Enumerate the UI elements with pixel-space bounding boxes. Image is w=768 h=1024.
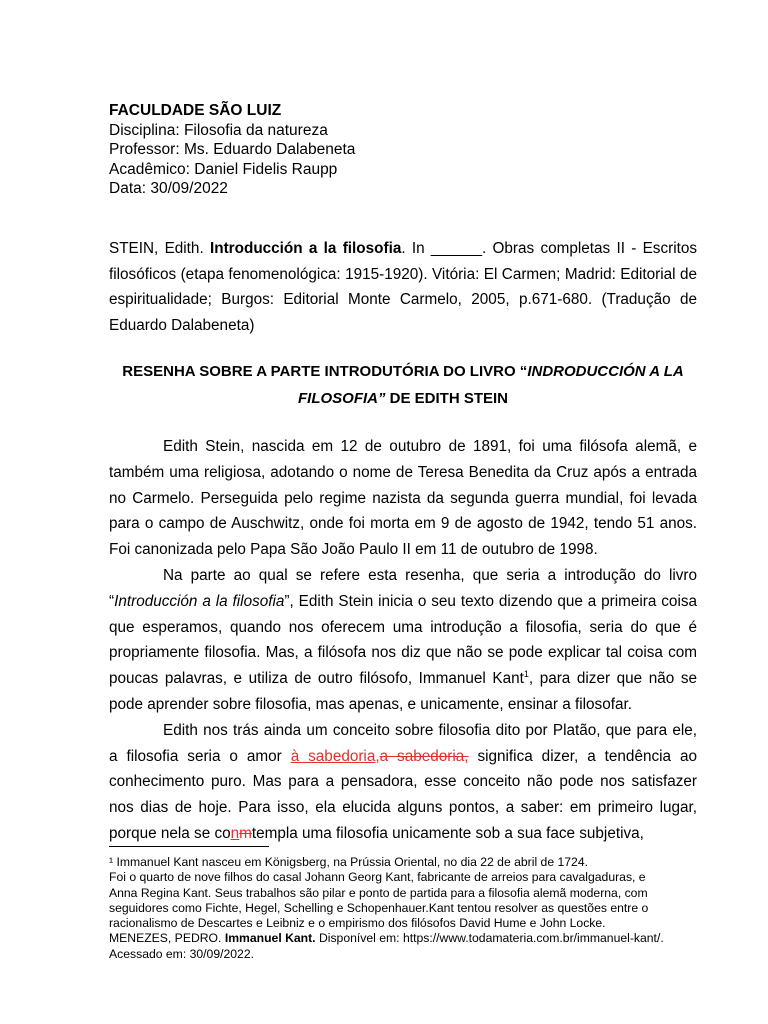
footnote-citation	[109, 931, 669, 962]
footnote	[109, 855, 669, 962]
review-title	[109, 358, 697, 412]
p3-text-b: significa dizer, a tendência ao conhecimento puro. Mas para a pensadora, esse conceito não pode nos satisfazer nos dias de hoje. Para isso, ela elucida alguns pontos, a saber: em primeiro lugar, porque nela se co	[109, 747, 697, 842]
bibliographic-reference	[109, 236, 697, 338]
tracked-insertion-2[interactable]: n	[230, 824, 240, 842]
footnote-line-2: Foi o quarto de nove filhos do casal Johann Georg Kant, fabricante de arreios para cavalgaduras, e Anna Regina Kant. Seus trabalhos são pilar e ponto de partida para a filosofia alemã moderna, com seguidores como Fichte, Hegel, Schelling e Schopenhauer.Kant tentou resolver as questões entre o racionalismo de Descartes e Leibniz e o empirismo dos filósofos David Hume e John Locke.	[109, 870, 649, 931]
discipline-line: Disciplina: Filosofia da natureza	[109, 121, 328, 139]
citation-details: Disponível em: https://www.todamateria.com.br/immanuel-kant/. Acessado em: 30/09/2022.	[109, 931, 664, 961]
institution-name: FACULDADE SÃO LUIZ	[109, 102, 282, 119]
tracked-deletion[interactable]: a sabedoria,	[379, 747, 469, 765]
date-line: Data: 30/09/2022	[109, 180, 228, 197]
p2-text-b: ”, Edith Stein inicia o seu texto dizendo que a primeira coisa que esperamos, quando nos oferecem uma introdução a filosofia, seria do que é propriamente filosofia. Mas, a filósofa nos diz que não se pode explicar tal coisa com poucas palavras, e utiliza de outro filósofo, Immanuel Kant	[109, 592, 697, 688]
p2-text-c: , para dizer que não se pode aprender sobre filosofia, mas apenas, e unicamente, ensinar a filosofar.	[109, 670, 697, 713]
footnote-line-1: ¹ Immanuel Kant nasceu em Königsberg, na Prússia Oriental, no dia 22 de abril de 1724.	[109, 855, 588, 869]
paragraph-3	[109, 718, 697, 847]
reference-author: STEIN, Edith.	[109, 240, 210, 257]
title-italic: INDRODUCCIÓN A LA FILOSOFIA”	[297, 363, 684, 407]
title-part-2: DE EDITH STEIN	[385, 390, 508, 407]
student-line: Acadêmico: Daniel Fidelis Raupp	[109, 160, 338, 178]
citation-title: Immanuel Kant.	[224, 931, 316, 946]
footnote-separator	[109, 846, 269, 847]
tracked-deletion-2[interactable]: m	[239, 824, 252, 842]
citation-author: MENEZES, PEDRO.	[109, 931, 225, 946]
footnote-marker[interactable]: 1	[523, 669, 529, 680]
review-body	[109, 434, 697, 847]
p3-text-a: Edith nos trás ainda um conceito sobre filosofia dito por Platão, que para ele, a filosofia seria o amor	[109, 721, 697, 765]
paragraph-2	[109, 563, 697, 718]
professor-line: Professor: Ms. Eduardo Dalabeneta	[109, 141, 356, 158]
document-header	[109, 101, 355, 199]
paragraph-1: Edith Stein, nascida em 12 de outubro de 1891, foi uma filósofa alemã, e também uma religiosa, adotando o nome de Teresa Benedita da Cruz após a entrada no Carmelo. Perseguida pelo regime nazista da segunda guerra mundial, foi levada para o campo de Auschwitz, onde foi morta em 9 de agosto de 1942, tendo 51 anos. Foi canonizada pelo Papa São João Paulo II em 11 de outubro de 1998.	[109, 438, 697, 559]
tracked-insertion[interactable]: à sabedoria,	[290, 747, 380, 765]
reference-book-title: Introducción a la filosofia	[209, 240, 402, 257]
reference-details: . In ______. Obras completas II - Escritos filosóficos (etapa fenomenológica: 1915-1920). Vitória: El Carmen; Madrid: Editorial de espiritualidade; Burgos: Editorial Monte Carmelo, 2005, p.671-680. (Tradução de Eduardo Dalabeneta)	[109, 240, 697, 334]
p3-text-c: templa uma filosofia unicamente sob a sua face subjetiva,	[251, 824, 644, 842]
p2-book-title: Introducción a la filosofia	[114, 592, 285, 610]
title-part-1: RESENHA SOBRE A PARTE INTRODUTÓRIA DO LIVRO “	[122, 363, 528, 380]
p2-text-a: Na parte ao qual se refere esta resenha, que seria a introdução do livro “	[109, 566, 697, 610]
